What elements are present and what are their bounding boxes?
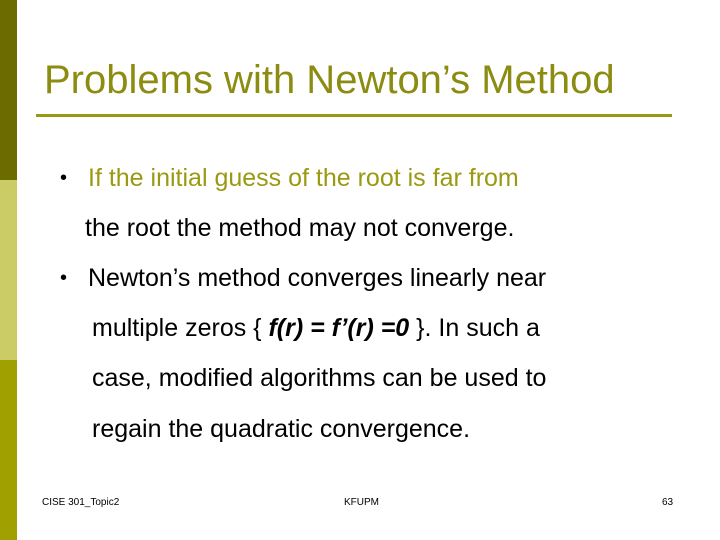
title-divider [36, 114, 672, 117]
bullet-dot-icon: • [60, 267, 68, 289]
bullet-2-line-1: Newton’s method converges linearly near [88, 264, 547, 292]
footer-course-code: CISE 301_Topic2 [42, 497, 120, 508]
equation-emphasis: f(r) = f’(r) =0 [268, 314, 410, 342]
sidebar-decoration [0, 0, 17, 540]
footer-institution: KFUPM [344, 497, 379, 508]
bullet-dot-icon: • [60, 167, 68, 189]
bullet-1-line-2: the root the method may not converge. [85, 214, 515, 242]
sidebar-block-middle [0, 180, 17, 360]
bullet-2-line-2 [92, 314, 540, 343]
sidebar-block-top [0, 0, 17, 180]
slide-title: Problems with Newton’s Method [44, 58, 615, 102]
bullet-2-text-before: multiple zeros { [92, 314, 269, 342]
bullet-2-line-3: case, modified algorithms can be used to [92, 364, 547, 392]
bullet-1-line-1: If the initial guess of the root is far from [88, 164, 519, 192]
bullet-2-line-4: regain the quadratic convergence. [92, 415, 471, 443]
footer-page-number: 63 [662, 497, 674, 508]
sidebar-block-bottom [0, 360, 17, 540]
bullet-2-text-after: }. In such a [409, 314, 540, 342]
